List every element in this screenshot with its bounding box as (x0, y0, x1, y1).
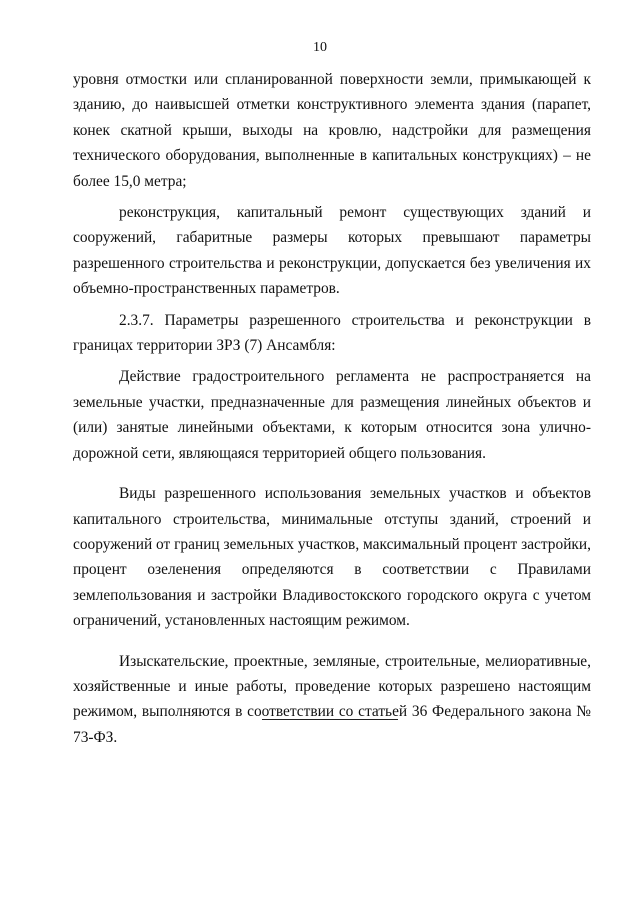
closing-divider (262, 719, 398, 720)
document-body (73, 67, 591, 750)
section-heading-2-3-7: 2.3.7. Параметры разрешенного строительства и реконструкции в границах территории ЗРЗ (7) Ансамбля: (73, 311, 591, 355)
paragraph-building-height: уровня отмостки или спланированной поверхности земли, примыкающей к зданию, до наивысшей отметки конструктивного элемента здания (парапет, конек скатной крыши, выходы на кровлю, надстройки для размещения технического оборудования, выполненные в капитальных конструкциях) – не более 15,0 метра; (73, 71, 591, 190)
paragraph-regulation-scope: Действие градостроительного регламента не распространяется на земельные участки, предназначенные для размещения линейных объектов и (или) занятые линейными объектами, к которым относится зона улично-дорожной сети, являющаяся территорией общего пользования. (73, 368, 591, 462)
page-number: 10 (313, 40, 327, 55)
paragraph-reconstruction: реконструкция, капитальный ремонт существующих зданий и сооружений, габаритные размеры которых превышают параметры разрешенного строительства и реконструкции, допускается без увеличения их объемно-пространственных параметров. (73, 204, 591, 298)
paragraph-permitted-use: Виды разрешенного использования земельных участков и объектов капитального строительства, минимальные отступы зданий, строений и сооружений от границ земельных участков, максимальный процент застройки, процент озеленения определяются в соответствии с Правилами землепользования и застройки Владивостокского городского округа с учетом ограничений, установленных настоящим режимом. (73, 485, 591, 630)
paragraph-works: Изыскательские, проектные, земляные, строительные, мелиоративные, хозяйственные и иные работы, проведение которых разрешено настоящим режимом, выполняются в соответствии со статьей 36 Федерального закона № 73-ФЗ. (73, 652, 591, 746)
